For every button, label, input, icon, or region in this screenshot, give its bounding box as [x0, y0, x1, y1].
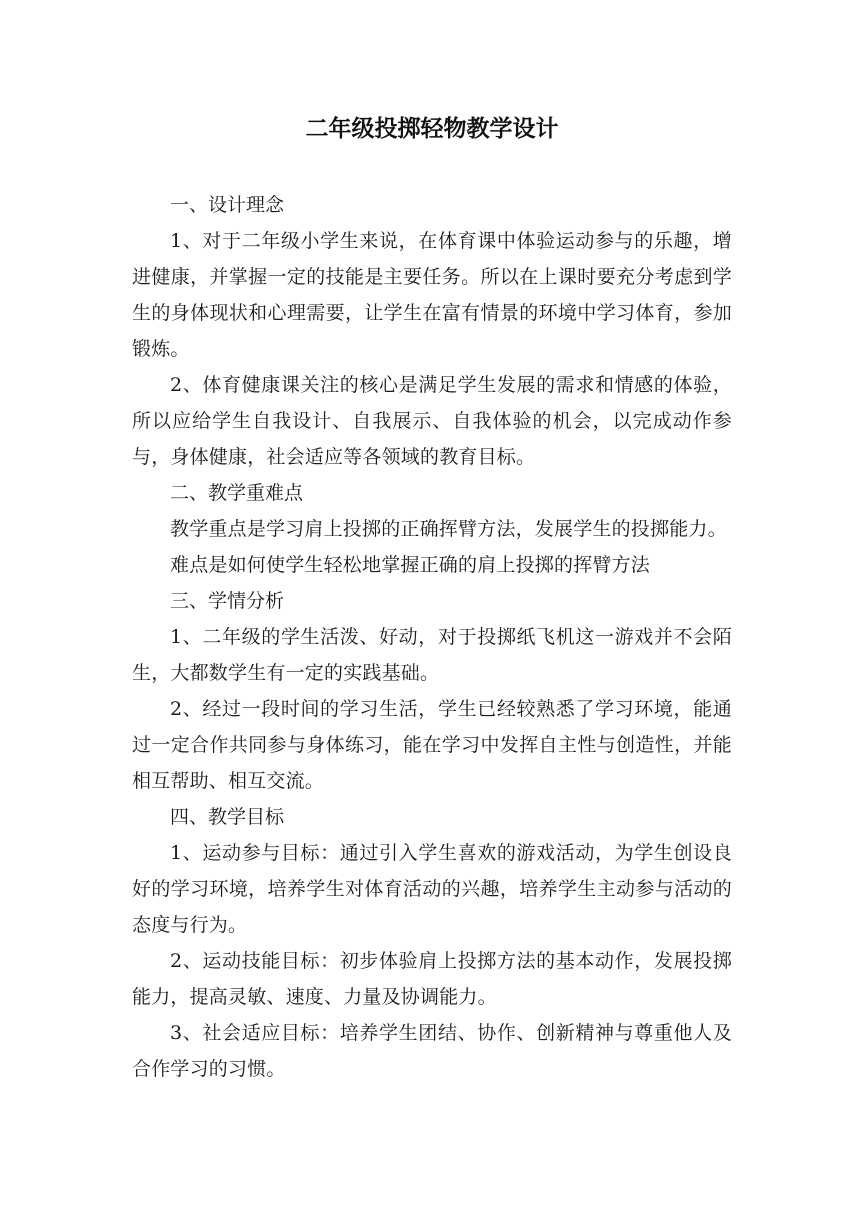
paragraph: 教学重点是学习肩上投掷的正确挥臂方法，发展学生的投掷能力。: [170, 518, 727, 540]
paragraph: 2、经过一段时间的学习生活，学生已经较熟悉了学习环境，能通过一定合作共同参与身体练习，能在学习中发挥自主性与创造性，并能相互帮助、相互交流。: [132, 698, 732, 792]
document-body: [132, 187, 732, 1087]
paragraph: 难点是如何使学生轻松地掌握正确的肩上投掷的挥臂方法: [170, 554, 651, 576]
document-title: 二年级投掷轻物教学设计: [305, 116, 559, 142]
section-heading-teaching-goals: 四、教学目标: [170, 806, 285, 828]
paragraph: 3、社会适应目标：培养学生团结、协作、创新精神与尊重他人及合作学习的习惯。: [132, 1022, 732, 1080]
section-heading-key-points: 二、教学重难点: [170, 482, 304, 504]
paragraph: 1、二年级的学生活泼、好动，对于投掷纸飞机这一游戏并不会陌生，大都数学生有一定的实践基础。: [132, 626, 732, 684]
paragraph: 1、对于二年级小学生来说，在体育课中体验运动参与的乐趣，增进健康，并掌握一定的技能是主要任务。所以在上课时要充分考虑到学生的身体现状和心理需要，让学生在富有情景的环境中学习体育，参加锻炼。: [132, 230, 732, 360]
section-heading-design-concept: 一、设计理念: [170, 194, 285, 216]
paragraph: 2、体育健康课关注的核心是满足学生发展的需求和情感的体验，所以应给学生自我设计、自我展示、自我体验的机会，以完成动作参与，身体健康，社会适应等各领域的教育目标。: [132, 374, 732, 468]
paragraph: 1、运动参与目标：通过引入学生喜欢的游戏活动，为学生创设良好的学习环境，培养学生对体育活动的兴趣，培养学生主动参与活动的态度与行为。: [132, 842, 732, 936]
section-heading-student-analysis: 三、学情分析: [170, 590, 285, 612]
paragraph: 2、运动技能目标：初步体验肩上投掷方法的基本动作，发展投掷能力，提高灵敏、速度、力量及协调能力。: [132, 950, 732, 1008]
